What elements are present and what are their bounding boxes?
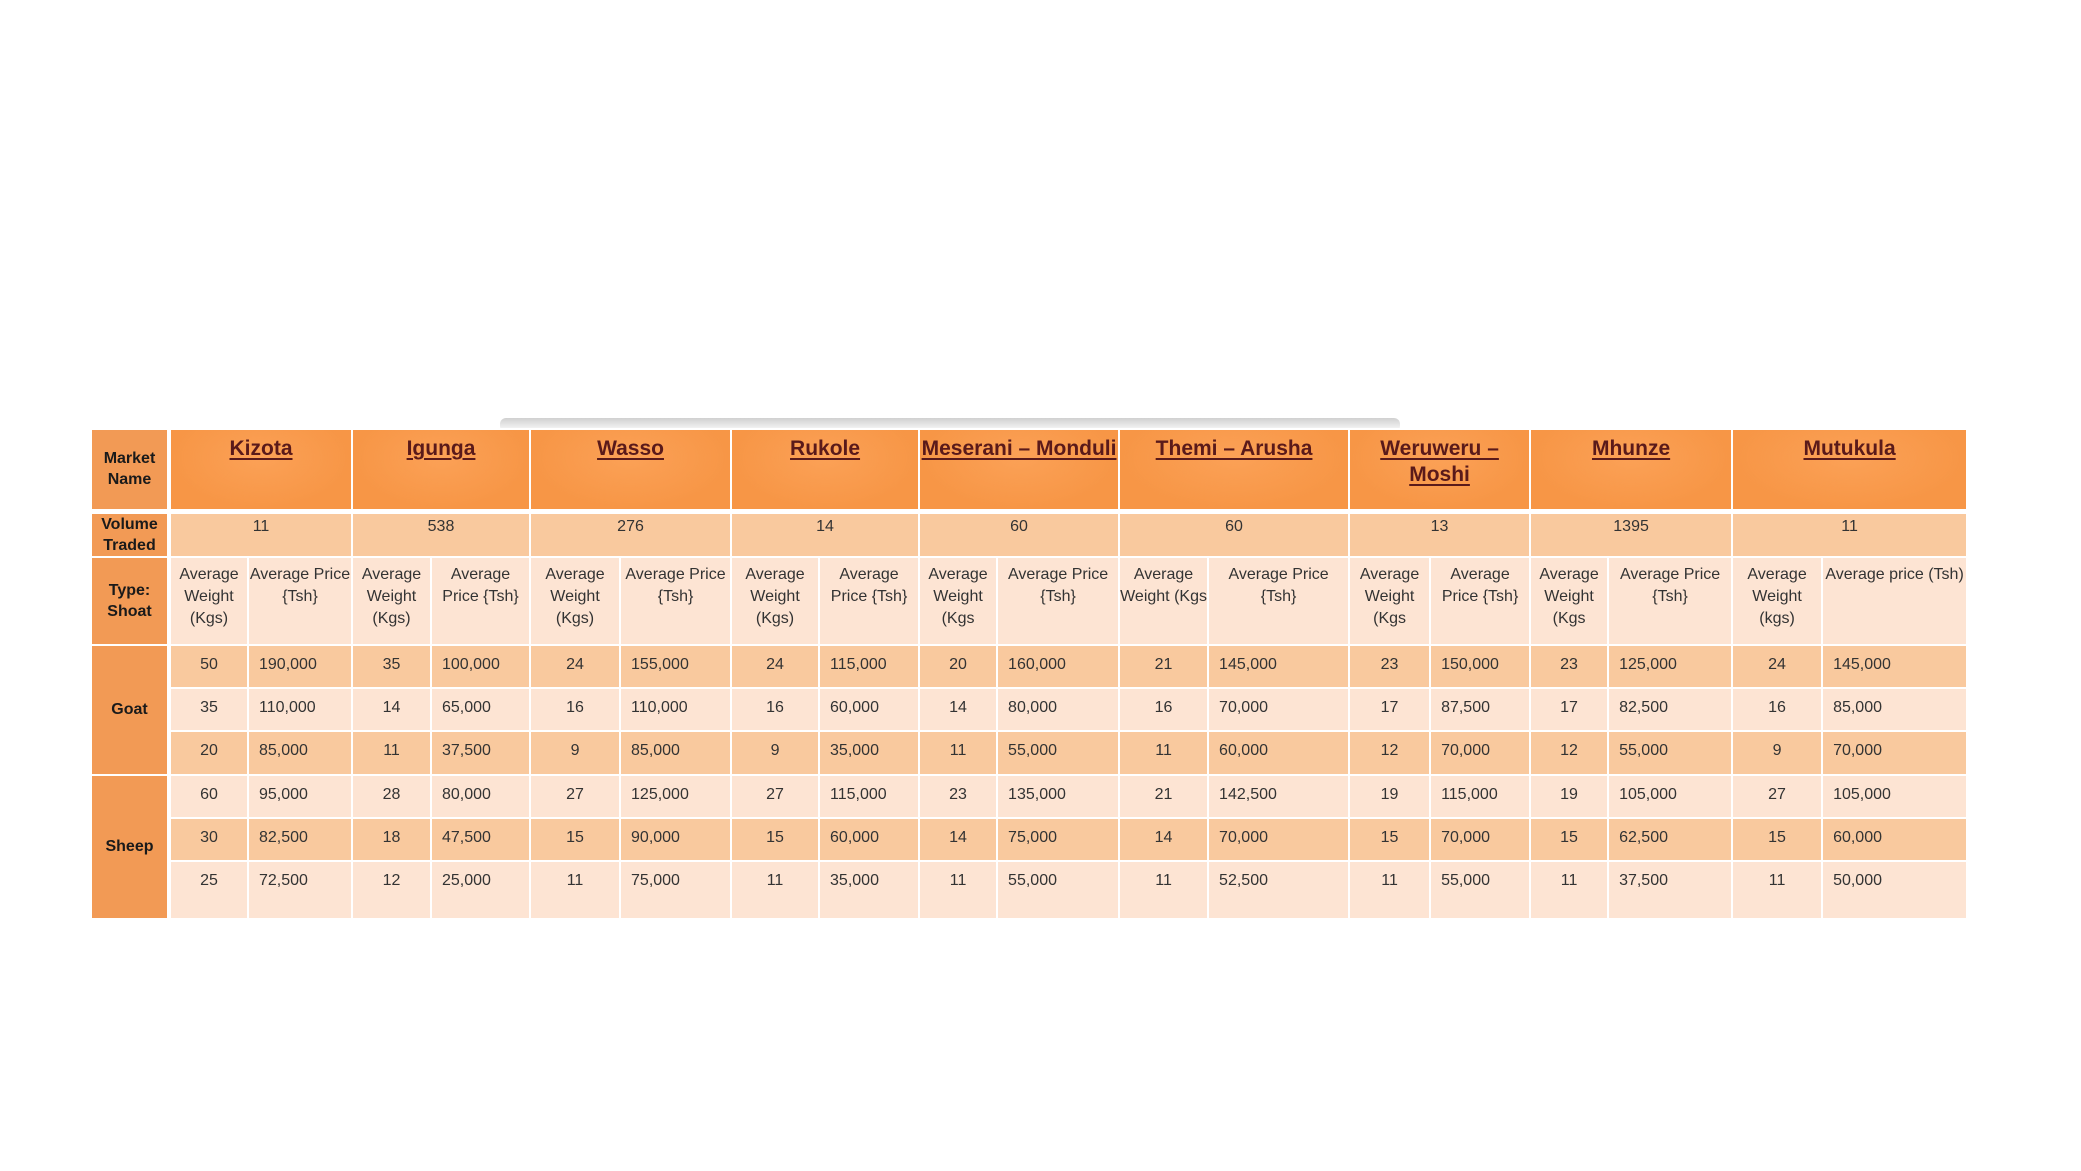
shoat-market-prices-table (90, 428, 1968, 920)
average-weight-value: 11 (1732, 861, 1822, 919)
average-price-value: 105,000 (1822, 775, 1967, 818)
sheep-data-row (91, 861, 1967, 919)
average-price-value: 87,500 (1430, 688, 1530, 731)
average-price-value: 155,000 (620, 645, 731, 688)
market-name: Meserani – Monduli (921, 437, 1117, 460)
average-price-value: 95,000 (248, 775, 352, 818)
market-name-cell (169, 429, 352, 511)
average-weight-value: 9 (731, 731, 819, 774)
sheep-data-row (91, 775, 1967, 818)
average-weight-value: 11 (352, 731, 431, 774)
average-weight-value: 14 (919, 818, 997, 861)
type-shoat-row (91, 557, 1967, 645)
volume-traded-value: 1395 (1530, 511, 1732, 557)
market-name: Rukole (790, 437, 861, 460)
average-price-value: 35,000 (819, 861, 919, 919)
average-price-value: 52,500 (1208, 861, 1349, 919)
average-price-value: 35,000 (819, 731, 919, 774)
average-weight-value: 50 (169, 645, 248, 688)
volume-traded-value: 11 (169, 511, 352, 557)
average-weight-value: 16 (1119, 688, 1208, 731)
average-price-value: 110,000 (620, 688, 731, 731)
average-weight-value: 17 (1349, 688, 1430, 731)
average-price-header: Average price (Tsh) (1822, 557, 1967, 645)
average-weight-value: 11 (1119, 731, 1208, 774)
average-weight-value: 15 (731, 818, 819, 861)
average-price-value: 80,000 (431, 775, 530, 818)
average-price-value: 55,000 (1608, 731, 1732, 774)
market-name: Mhunze (1591, 437, 1671, 460)
average-price-value: 125,000 (620, 775, 731, 818)
volume-traded-value: 60 (919, 511, 1119, 557)
volume-traded-value: 13 (1349, 511, 1530, 557)
sheep-label: Sheep (91, 775, 169, 919)
average-weight-value: 12 (1349, 731, 1430, 774)
average-price-value: 60,000 (819, 818, 919, 861)
average-weight-value: 19 (1349, 775, 1430, 818)
volume-traded-value: 276 (530, 511, 731, 557)
average-price-value: 75,000 (620, 861, 731, 919)
volume-traded-row (91, 511, 1967, 557)
goat-data-row (91, 688, 1967, 731)
average-price-value: 125,000 (1608, 645, 1732, 688)
average-weight-header: Average Weight (Kgs (1119, 557, 1208, 645)
average-price-value: 37,500 (431, 731, 530, 774)
average-price-value: 25,000 (431, 861, 530, 919)
average-price-value: 100,000 (431, 645, 530, 688)
average-price-value: 50,000 (1822, 861, 1967, 919)
market-name-cell (1530, 429, 1732, 511)
average-price-header: Average Price {Tsh} (1608, 557, 1732, 645)
average-price-value: 145,000 (1208, 645, 1349, 688)
market-name: Mutukula (1803, 437, 1896, 460)
average-price-value: 135,000 (997, 775, 1119, 818)
average-price-value: 85,000 (620, 731, 731, 774)
market-name: Wasso (597, 437, 664, 460)
average-weight-value: 11 (919, 861, 997, 919)
average-weight-value: 9 (1732, 731, 1822, 774)
average-price-value: 190,000 (248, 645, 352, 688)
average-price-value: 62,500 (1608, 818, 1732, 861)
market-name-cell (1119, 429, 1349, 511)
market-name-label: Market Name (91, 429, 169, 511)
average-price-value: 60,000 (1208, 731, 1349, 774)
average-price-header: Average Price {Tsh} (1208, 557, 1349, 645)
volume-traded-value: 60 (1119, 511, 1349, 557)
average-price-value: 70,000 (1430, 731, 1530, 774)
average-weight-value: 35 (169, 688, 248, 731)
market-name-cell (1349, 429, 1530, 511)
average-weight-value: 16 (530, 688, 620, 731)
average-weight-value: 11 (1530, 861, 1608, 919)
average-weight-value: 24 (530, 645, 620, 688)
market-name-row (91, 429, 1967, 511)
average-weight-value: 21 (1119, 775, 1208, 818)
average-price-value: 55,000 (1430, 861, 1530, 919)
average-price-value: 110,000 (248, 688, 352, 731)
average-weight-value: 20 (169, 731, 248, 774)
average-weight-header: Average Weight (Kgs) (530, 557, 620, 645)
average-weight-value: 12 (352, 861, 431, 919)
average-weight-value: 11 (530, 861, 620, 919)
average-weight-value: 18 (352, 818, 431, 861)
market-name: Kizota (229, 437, 293, 460)
average-weight-header: Average Weight (Kgs (919, 557, 997, 645)
average-price-value: 82,500 (248, 818, 352, 861)
average-price-value: 55,000 (997, 731, 1119, 774)
average-price-value: 82,500 (1608, 688, 1732, 731)
average-price-value: 55,000 (997, 861, 1119, 919)
average-price-value: 47,500 (431, 818, 530, 861)
average-weight-value: 24 (731, 645, 819, 688)
average-price-value: 115,000 (819, 775, 919, 818)
average-price-value: 70,000 (1208, 818, 1349, 861)
market-name-cell (530, 429, 731, 511)
average-weight-header: Average Weight (Kgs) (169, 557, 248, 645)
volume-traded-value: 14 (731, 511, 919, 557)
average-price-value: 142,500 (1208, 775, 1349, 818)
average-weight-value: 28 (352, 775, 431, 818)
average-weight-value: 15 (1732, 818, 1822, 861)
average-price-value: 105,000 (1608, 775, 1732, 818)
volume-traded-value: 11 (1732, 511, 1967, 557)
type-shoat-label: Type: Shoat (91, 557, 169, 645)
average-weight-value: 11 (1349, 861, 1430, 919)
average-price-header: Average Price {Tsh} (431, 557, 530, 645)
average-price-header: Average Price {Tsh} (997, 557, 1119, 645)
average-weight-value: 9 (530, 731, 620, 774)
average-price-value: 160,000 (997, 645, 1119, 688)
average-weight-value: 21 (1119, 645, 1208, 688)
average-weight-value: 15 (1530, 818, 1608, 861)
average-price-value: 115,000 (1430, 775, 1530, 818)
goat-data-row (91, 731, 1967, 774)
average-price-value: 70,000 (1208, 688, 1349, 731)
market-name: Igunga (406, 437, 476, 460)
average-price-value: 90,000 (620, 818, 731, 861)
average-weight-header: Average Weight (Kgs (1530, 557, 1608, 645)
average-price-value: 70,000 (1822, 731, 1967, 774)
volume-traded-label: Volume Traded (91, 511, 169, 557)
market-name: Weruweru – Moshi (1380, 437, 1499, 486)
average-weight-value: 35 (352, 645, 431, 688)
average-weight-value: 11 (1119, 861, 1208, 919)
sheep-data-row (91, 818, 1967, 861)
average-price-value: 85,000 (1822, 688, 1967, 731)
average-weight-header: Average Weight (kgs) (1732, 557, 1822, 645)
average-weight-value: 14 (1119, 818, 1208, 861)
average-weight-value: 15 (1349, 818, 1430, 861)
average-price-header: Average Price {Tsh} (620, 557, 731, 645)
average-weight-value: 60 (169, 775, 248, 818)
average-weight-value: 30 (169, 818, 248, 861)
average-weight-value: 17 (1530, 688, 1608, 731)
market-name: Themi – Arusha (1155, 437, 1313, 460)
average-price-value: 145,000 (1822, 645, 1967, 688)
average-weight-value: 27 (530, 775, 620, 818)
average-price-value: 37,500 (1608, 861, 1732, 919)
average-weight-value: 11 (731, 861, 819, 919)
volume-traded-value: 538 (352, 511, 530, 557)
average-price-header: Average Price {Tsh} (1430, 557, 1530, 645)
average-weight-header: Average Weight (Kgs) (731, 557, 819, 645)
average-weight-value: 12 (1530, 731, 1608, 774)
average-weight-value: 23 (1349, 645, 1430, 688)
average-price-value: 65,000 (431, 688, 530, 731)
average-price-value: 150,000 (1430, 645, 1530, 688)
average-weight-value: 25 (169, 861, 248, 919)
average-weight-value: 19 (1530, 775, 1608, 818)
average-weight-value: 27 (731, 775, 819, 818)
average-price-value: 72,500 (248, 861, 352, 919)
market-name-cell (731, 429, 919, 511)
average-price-header: Average Price {Tsh} (819, 557, 919, 645)
average-weight-value: 23 (919, 775, 997, 818)
average-weight-value: 20 (919, 645, 997, 688)
market-name-cell (352, 429, 530, 511)
average-price-value: 70,000 (1430, 818, 1530, 861)
average-weight-value: 14 (919, 688, 997, 731)
market-name-cell (1732, 429, 1967, 511)
goat-label: Goat (91, 645, 169, 774)
average-weight-header: Average Weight (Kgs (1349, 557, 1430, 645)
average-weight-header: Average Weight (Kgs) (352, 557, 431, 645)
average-price-value: 85,000 (248, 731, 352, 774)
average-price-value: 115,000 (819, 645, 919, 688)
average-price-header: Average Price {Tsh} (248, 557, 352, 645)
average-weight-value: 15 (530, 818, 620, 861)
average-price-value: 60,000 (1822, 818, 1967, 861)
average-weight-value: 11 (919, 731, 997, 774)
average-weight-value: 16 (731, 688, 819, 731)
average-weight-value: 14 (352, 688, 431, 731)
average-price-value: 75,000 (997, 818, 1119, 861)
average-weight-value: 24 (1732, 645, 1822, 688)
average-price-value: 60,000 (819, 688, 919, 731)
average-price-value: 80,000 (997, 688, 1119, 731)
goat-data-row (91, 645, 1967, 688)
average-weight-value: 27 (1732, 775, 1822, 818)
market-name-cell (919, 429, 1119, 511)
average-weight-value: 23 (1530, 645, 1608, 688)
average-weight-value: 16 (1732, 688, 1822, 731)
